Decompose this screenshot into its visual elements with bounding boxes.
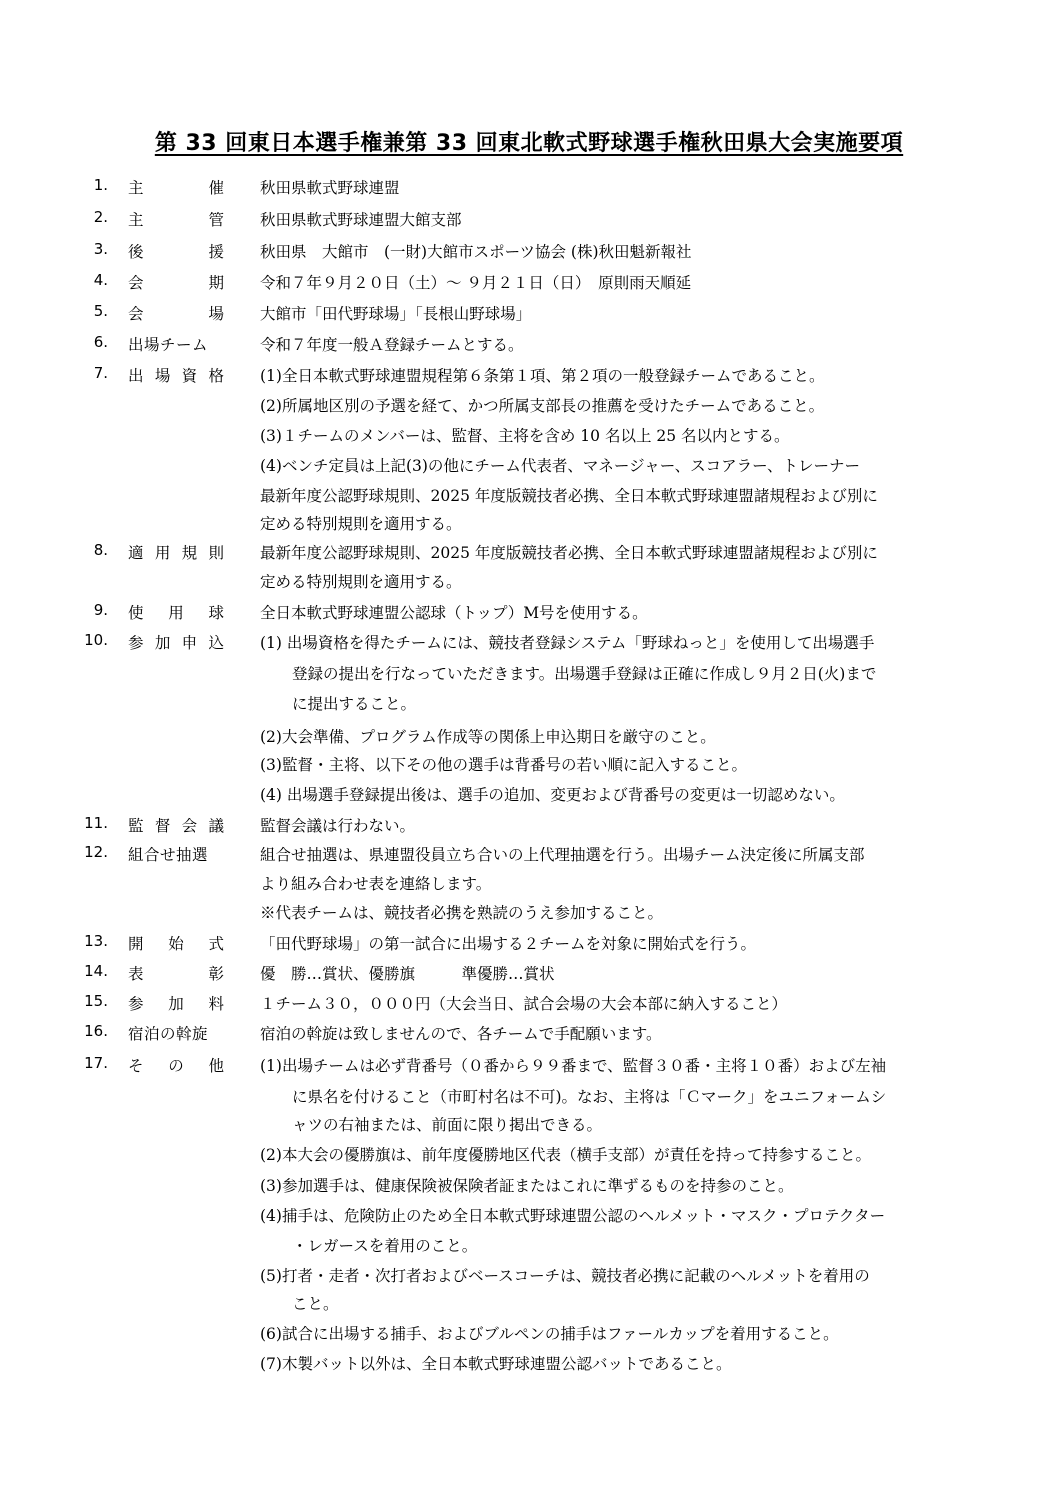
section-text-line: 秋田県 大館市 (一財)大館市スポーツ協会 (株)秋田魁新報社 bbox=[260, 243, 692, 261]
section-text-line: 登録の提出を行なっていただきます。出場選手登録は正確に作成し９月２日(火)まで bbox=[292, 665, 877, 683]
section-number: 2. bbox=[93, 208, 108, 226]
section-text-line: 組合せ抽選は、県連盟役員立ち合いの上代理抽選を行う。出場チーム決定後に所属支部 bbox=[260, 846, 865, 864]
section-text-line: 全日本軟式野球連盟公認球（トップ）M号を使用する。 bbox=[260, 604, 648, 622]
section-text-line: 最新年度公認野球規則、2025 年度版競技者必携、全日本軟式野球連盟諸規程および別に bbox=[260, 544, 878, 562]
section-number: 14. bbox=[84, 962, 108, 980]
section-number: 1. bbox=[93, 176, 108, 194]
section-label: 監 督 会 議 bbox=[128, 817, 224, 835]
section-text-line: 大館市「田代野球場」「長根山野球場」 bbox=[260, 305, 532, 323]
section-text-line: (1)出場チームは必ず背番号（０番から９９番まで、監督３０番・主将１０番）および左袖 bbox=[260, 1057, 887, 1075]
section-text-line: (4) 出場選手登録提出後は、選手の追加、変更および背番号の変更は一切認めない。 bbox=[260, 786, 845, 804]
section-label: 使 用 球 bbox=[128, 604, 224, 622]
section-number: 13. bbox=[84, 932, 108, 950]
section-number: 17. bbox=[84, 1054, 108, 1072]
section-label: 会 期 bbox=[128, 274, 224, 292]
section-label: 表 彰 bbox=[128, 965, 224, 983]
section-text-line: (2)大会準備、プログラム作成等の関係上申込期日を厳守のこと。 bbox=[260, 728, 716, 746]
document-title: 第 33 回東日本選手権兼第 33 回東北軟式野球選手権秋田県大会実施要項 bbox=[154, 131, 904, 156]
section-label: 主 催 bbox=[128, 179, 224, 197]
section-number: 5. bbox=[93, 302, 108, 320]
section-number: 4. bbox=[93, 271, 108, 289]
section-label: 宿泊の斡旋 bbox=[128, 1025, 209, 1043]
section-label: 会 場 bbox=[128, 305, 224, 323]
section-text-line: 定める特別規則を適用する。 bbox=[260, 515, 462, 533]
section-text-line: より組み合わせ表を連絡します。 bbox=[260, 875, 492, 893]
section-label: 開 始 式 bbox=[128, 935, 224, 953]
section-text-line: 令和７年９月２０日（土）～ ９月２１日（日） 原則雨天順延 bbox=[260, 274, 692, 292]
section-text-line: １チーム３０，０００円（大会当日、試合会場の大会本部に納入すること） bbox=[260, 995, 788, 1013]
section-number: 10. bbox=[84, 631, 108, 649]
section-text-line: (5)打者・走者・次打者およびベースコーチは、競技者必携に記載のヘルメットを着用の bbox=[260, 1267, 870, 1285]
section-number: 7. bbox=[93, 364, 108, 382]
section-text-line: (6)試合に出場する捕手、およびブルペンの捕手はファールカップを着用すること。 bbox=[260, 1325, 839, 1343]
section-label: 主 管 bbox=[128, 211, 224, 229]
section-text-line: 「田代野球場」の第一試合に出場する２チームを対象に開始式を行う。 bbox=[260, 935, 757, 953]
section-text-line: 監督会議は行わない。 bbox=[260, 817, 416, 835]
section-label: 出場チーム bbox=[128, 336, 209, 354]
section-number: 8. bbox=[93, 541, 108, 559]
section-label: 組合せ抽選 bbox=[128, 846, 209, 864]
section-text-line: 宿泊の斡旋は致しませんので、各チームで手配願います。 bbox=[260, 1025, 662, 1043]
section-text-line: 秋田県軟式野球連盟 bbox=[260, 179, 400, 197]
section-text-line: に県名を付けること（市町村名は不可)。なお、主将は「Ｃマーク」をユニフォームシ bbox=[292, 1088, 887, 1106]
section-label: 後 援 bbox=[128, 243, 224, 261]
section-number: 6. bbox=[93, 333, 108, 351]
section-text-line: 定める特別規則を適用する。 bbox=[260, 573, 462, 591]
section-number: 9. bbox=[93, 601, 108, 619]
section-text-line: 令和７年度一般Ａ登録チームとする。 bbox=[260, 336, 524, 354]
section-text-line: (2)所属地区別の予選を経て、かつ所属支部長の推薦を受けたチームであること。 bbox=[260, 397, 825, 415]
section-number: 11. bbox=[84, 814, 108, 832]
section-label: 出 場 資 格 bbox=[128, 367, 224, 385]
section-text-line: (3)参加選手は、健康保険被保険者証またはこれに準ずるものを持参のこと。 bbox=[260, 1177, 794, 1195]
section-text-line: (4)ベンチ定員は上記(3)の他にチーム代表者、マネージャー、スコアラー、トレーナー bbox=[260, 457, 861, 475]
section-text-line: こと。 bbox=[292, 1295, 339, 1313]
section-text-line: (1)全日本軟式野球連盟規程第６条第１項、第２項の一般登録チームであること。 bbox=[260, 367, 825, 385]
section-text-line: (3)１チームのメンバーは、監督、主将を含め 10 名以上 25 名以内とする。 bbox=[260, 427, 790, 445]
section-text-line: 優 勝…賞状、優勝旗 準優勝…賞状 bbox=[260, 965, 555, 983]
section-text-line: (3)監督・主将、以下その他の選手は背番号の若い順に記入すること。 bbox=[260, 756, 747, 774]
section-text-line: (4)捕手は、危険防止のため全日本軟式野球連盟公認のヘルメット・マスク・プロテクター bbox=[260, 1207, 886, 1225]
section-text-line: ャツの右袖または、前面に限り掲出できる。 bbox=[292, 1116, 603, 1134]
section-text-line: ・レガースを着用のこと。 bbox=[292, 1237, 478, 1255]
section-text-line: ※代表チームは、競技者必携を熟読のうえ参加すること。 bbox=[260, 904, 664, 922]
section-label: 参 加 料 bbox=[128, 995, 224, 1013]
section-text-line: に提出すること。 bbox=[292, 695, 417, 713]
section-text-line: (7)木製バット以外は、全日本軟式野球連盟公認バットであること。 bbox=[260, 1355, 732, 1373]
section-label: 適 用 規 則 bbox=[128, 544, 224, 562]
section-number: 16. bbox=[84, 1022, 108, 1040]
section-text-line: (1) 出場資格を得たチームには、競技者登録システム「野球ねっと」を使用して出場選手 bbox=[260, 634, 875, 652]
section-text-line: 秋田県軟式野球連盟大館支部 bbox=[260, 211, 462, 229]
section-label: 参 加 申 込 bbox=[128, 634, 224, 652]
section-text-line: 最新年度公認野球規則、2025 年度版競技者必携、全日本軟式野球連盟諸規程および別に bbox=[260, 487, 878, 505]
section-text-line: (2)本大会の優勝旗は、前年度優勝地区代表（横手支部）が責任を持って持参すること。 bbox=[260, 1146, 871, 1164]
section-number: 12. bbox=[84, 843, 108, 861]
section-label: そ の 他 bbox=[128, 1057, 224, 1075]
section-number: 15. bbox=[84, 992, 108, 1010]
section-number: 3. bbox=[93, 240, 108, 258]
